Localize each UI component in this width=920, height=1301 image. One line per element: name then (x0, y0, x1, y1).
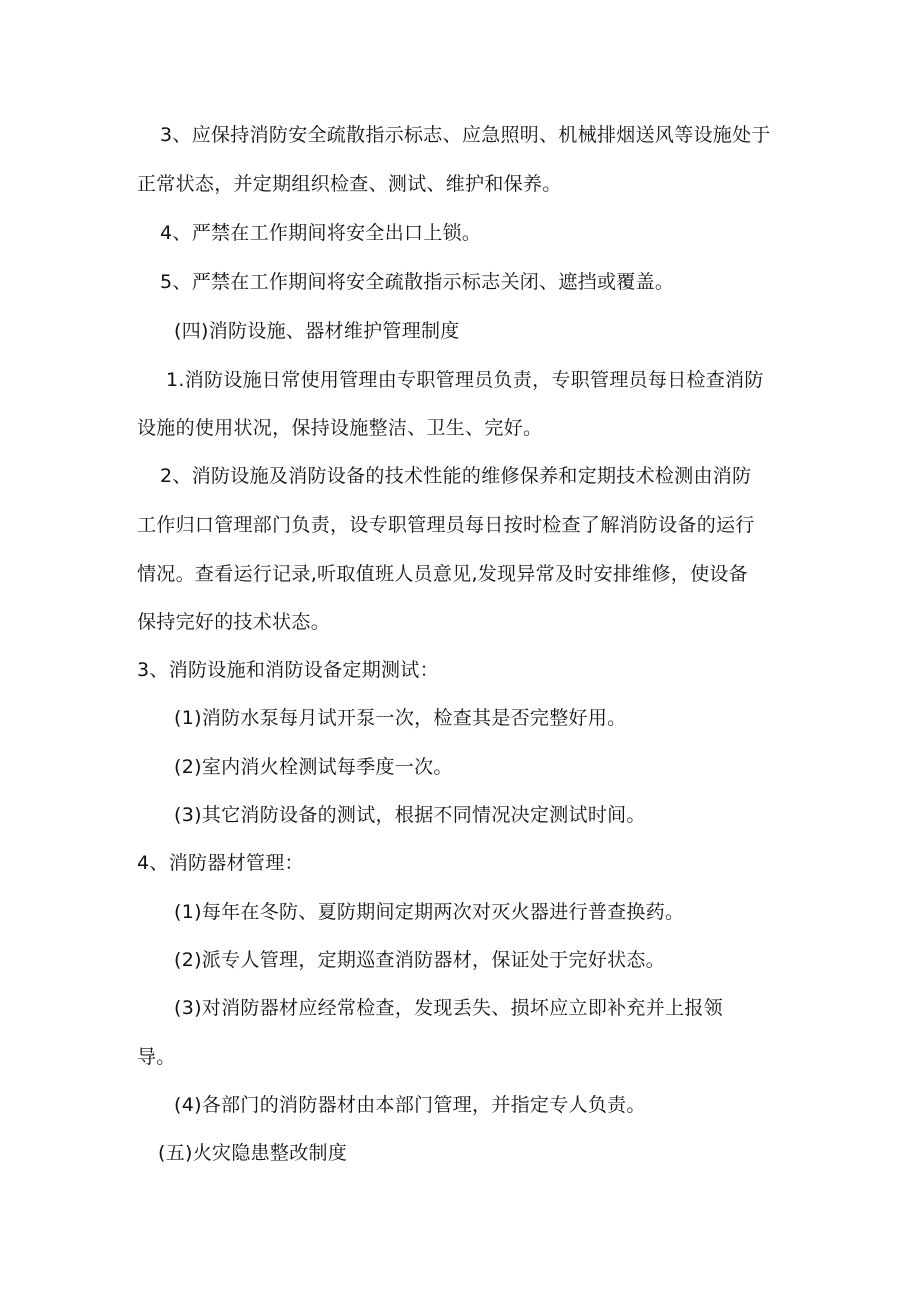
list-item: (3)对消防器材应经常检查，发现丢失、损坏应立即补充并上报领 (174, 997, 723, 1019)
list-item: 导。 (137, 1046, 176, 1068)
list-item: (3)其它消防设备的测试，根据不同情况决定测试时间。 (174, 804, 646, 826)
paragraph-line: 工作归口管理部门负责，设专职管理员每日按时检查了解消防设备的运行 (137, 514, 755, 536)
list-item: (4)各部门的消防器材由本部门管理，并指定专人负责。 (174, 1094, 646, 1116)
paragraph-line: 4、严禁在工作期间将安全出口上锁。 (160, 222, 482, 244)
paragraph-line: 3、消防设施和消防设备定期测试： (137, 659, 439, 681)
list-item: (2)室内消火栓测试每季度一次。 (174, 756, 453, 778)
paragraph-line: 5、严禁在工作期间将安全疏散指示标志关闭、遮挡或覆盖。 (160, 271, 675, 293)
list-item: (1)消防水泵每月试开泵一次，检查其是否完整好用。 (174, 707, 627, 729)
section-heading: (四)消防设施、器材维护管理制度 (174, 320, 460, 342)
list-item: (1)每年在冬防、夏防期间定期两次对灭火器进行普查换药。 (174, 901, 685, 923)
paragraph-line: 情况。查看运行记录,听取值班人员意见,发现异常及时安排维修，使设备 (137, 563, 748, 585)
paragraph-line: 保持完好的技术状态。 (137, 611, 331, 633)
paragraph-line: 正常状态，并定期组织检查、测试、维护和保养。 (137, 173, 562, 195)
paragraph-line: 1.消防设施日常使用管理由专职管理员负责，专职管理员每日检查消防 (166, 369, 764, 391)
paragraph-line: 2、消防设施及消防设备的技术性能的维修保养和定期技术检测由消防 (160, 465, 752, 487)
section-heading: (五)火灾隐患整改制度 (158, 1142, 348, 1164)
paragraph-line: 设施的使用状况，保持设施整洁、卫生、完好。 (137, 417, 543, 439)
paragraph-line: 4、消防器材管理： (137, 852, 304, 874)
list-item: (2)派专人管理，定期巡查消防器材，保证处于完好状态。 (174, 949, 666, 971)
paragraph-line: 3、应保持消防安全疏散指示标志、应急照明、机械排烟送风等设施处于 (160, 124, 771, 146)
